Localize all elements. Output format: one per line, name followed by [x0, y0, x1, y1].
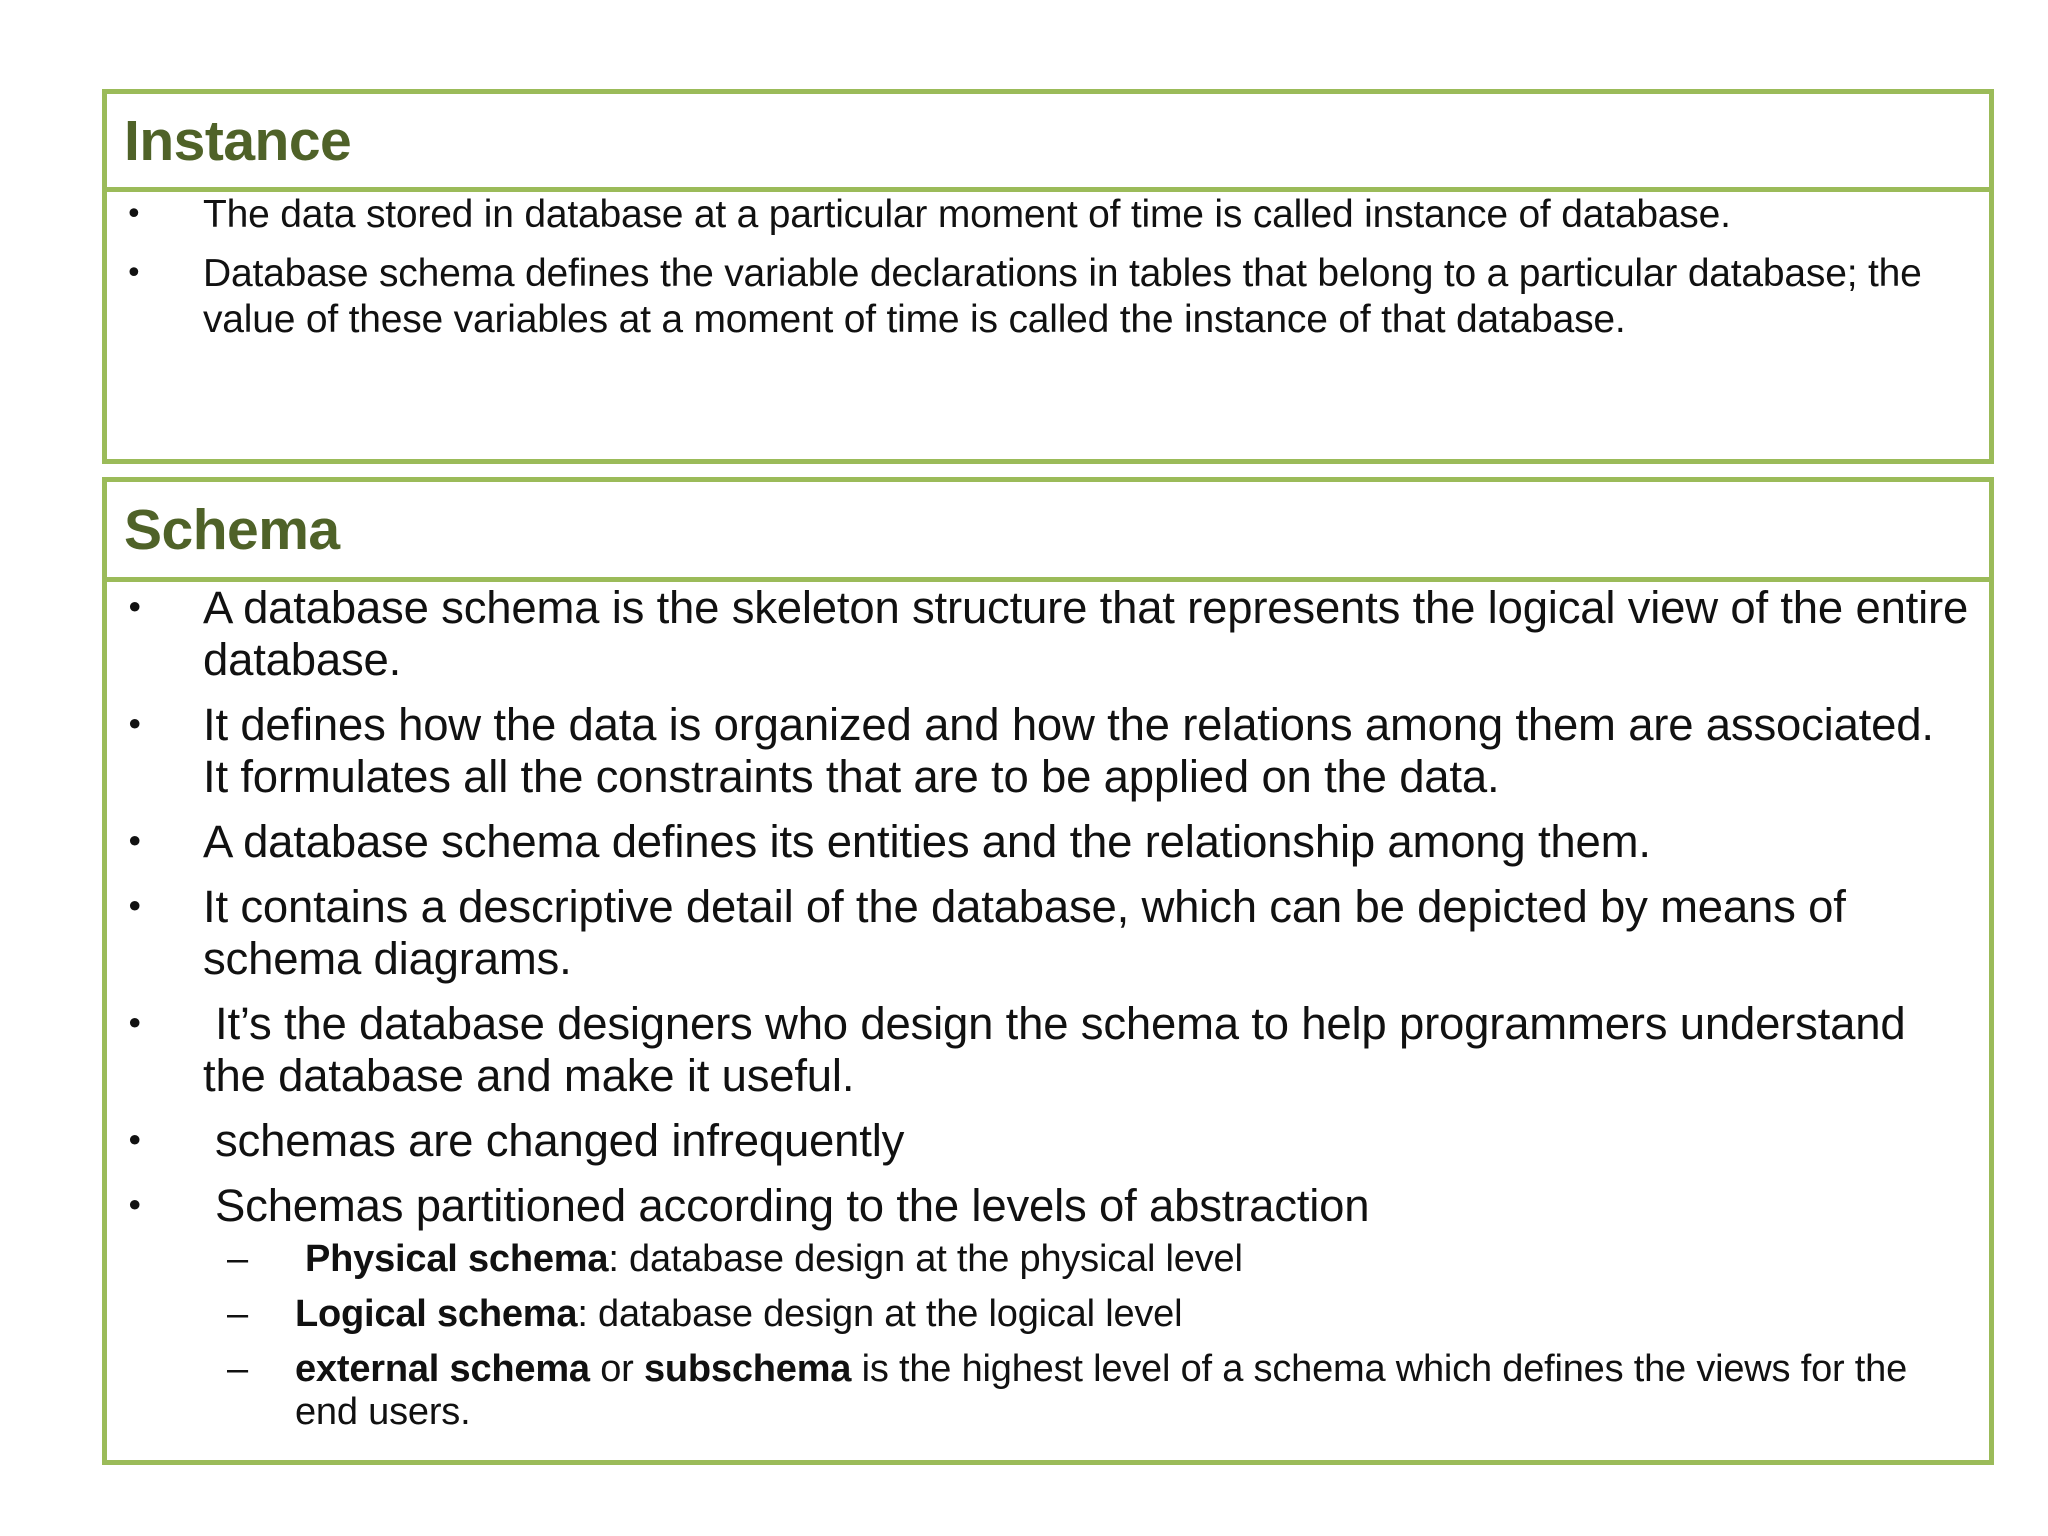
- logical-schema-desc: : database design at the logical level: [577, 1293, 1183, 1335]
- schema-title: Schema: [124, 497, 340, 562]
- bullet-text: The data stored in database at a particular moment of time is called instance of database.: [203, 193, 1731, 236]
- external-schema-desc: is the highest level of a schema which defines the views for the end users.: [295, 1348, 1908, 1433]
- bullet-icon: •: [125, 887, 145, 926]
- subschema-term: subschema: [643, 1348, 852, 1390]
- sub-list-item: [107, 1293, 1969, 1336]
- bullet-icon: •: [125, 1186, 145, 1225]
- sub-item-text: [295, 1238, 1243, 1280]
- list-item: [107, 816, 1989, 868]
- bullet-icon: •: [125, 256, 143, 291]
- bullet-icon: •: [125, 822, 145, 861]
- bullet-text: It’s the database designers who design the schema to help programmers understand the database and make it useful.: [203, 998, 1906, 1101]
- physical-schema-term: Physical schema: [305, 1238, 609, 1280]
- instance-bullet-list: [107, 192, 1989, 343]
- schema-header: [107, 482, 1989, 582]
- list-item: [107, 998, 1989, 1102]
- list-item: [107, 192, 1989, 238]
- sub-list-item: [107, 1348, 1969, 1434]
- bullet-text: schemas are changed infrequently: [215, 1115, 905, 1166]
- bullet-text: Schemas partitioned according to the levels of abstraction: [215, 1180, 1370, 1231]
- instance-title: Instance: [124, 108, 352, 173]
- physical-schema-desc: : database design at the physical level: [608, 1238, 1243, 1280]
- bullet-text: It contains a descriptive detail of the database, which can be depicted by means of schema diagrams.: [203, 881, 1846, 984]
- instance-header: [107, 94, 1989, 192]
- bullet-text: A database schema defines its entities and the relationship among them.: [203, 816, 1651, 867]
- sub-list-item: [107, 1238, 1969, 1281]
- list-item: [107, 881, 1989, 985]
- schema-bullet-list: [107, 582, 1989, 1434]
- dash-icon: –: [227, 1293, 248, 1335]
- bullet-icon: •: [125, 1004, 145, 1043]
- abstraction-sub-list: [203, 1238, 1969, 1434]
- list-item: [107, 582, 1989, 686]
- bullet-text: It defines how the data is organized and how the relations among them are associated. It formulates all the constraints that are to be applied on the data.: [203, 699, 1934, 802]
- dash-icon: –: [227, 1348, 248, 1390]
- bullet-icon: •: [125, 705, 145, 744]
- sub-item-text: [295, 1348, 1907, 1433]
- external-schema-term: external schema: [295, 1348, 590, 1390]
- bullet-text: A database schema is the skeleton structure that represents the logical view of the entire database.: [203, 582, 1969, 685]
- list-item: [107, 251, 1989, 343]
- instance-box: [102, 89, 1994, 464]
- list-item: [107, 699, 1989, 803]
- bullet-icon: •: [125, 197, 143, 232]
- sub-item-text: [295, 1293, 1182, 1335]
- list-item: [107, 1180, 1989, 1434]
- or-text: or: [589, 1348, 644, 1390]
- logical-schema-term: Logical schema: [295, 1293, 578, 1335]
- bullet-text: Database schema defines the variable declarations in tables that belong to a particular database; the value of these variables at a moment of time is called the instance of that database.: [203, 252, 1922, 341]
- schema-box: [102, 477, 1994, 1465]
- list-item: [107, 1115, 1989, 1167]
- dash-icon: –: [227, 1238, 248, 1280]
- bullet-icon: •: [125, 1121, 145, 1160]
- bullet-icon: •: [125, 588, 145, 627]
